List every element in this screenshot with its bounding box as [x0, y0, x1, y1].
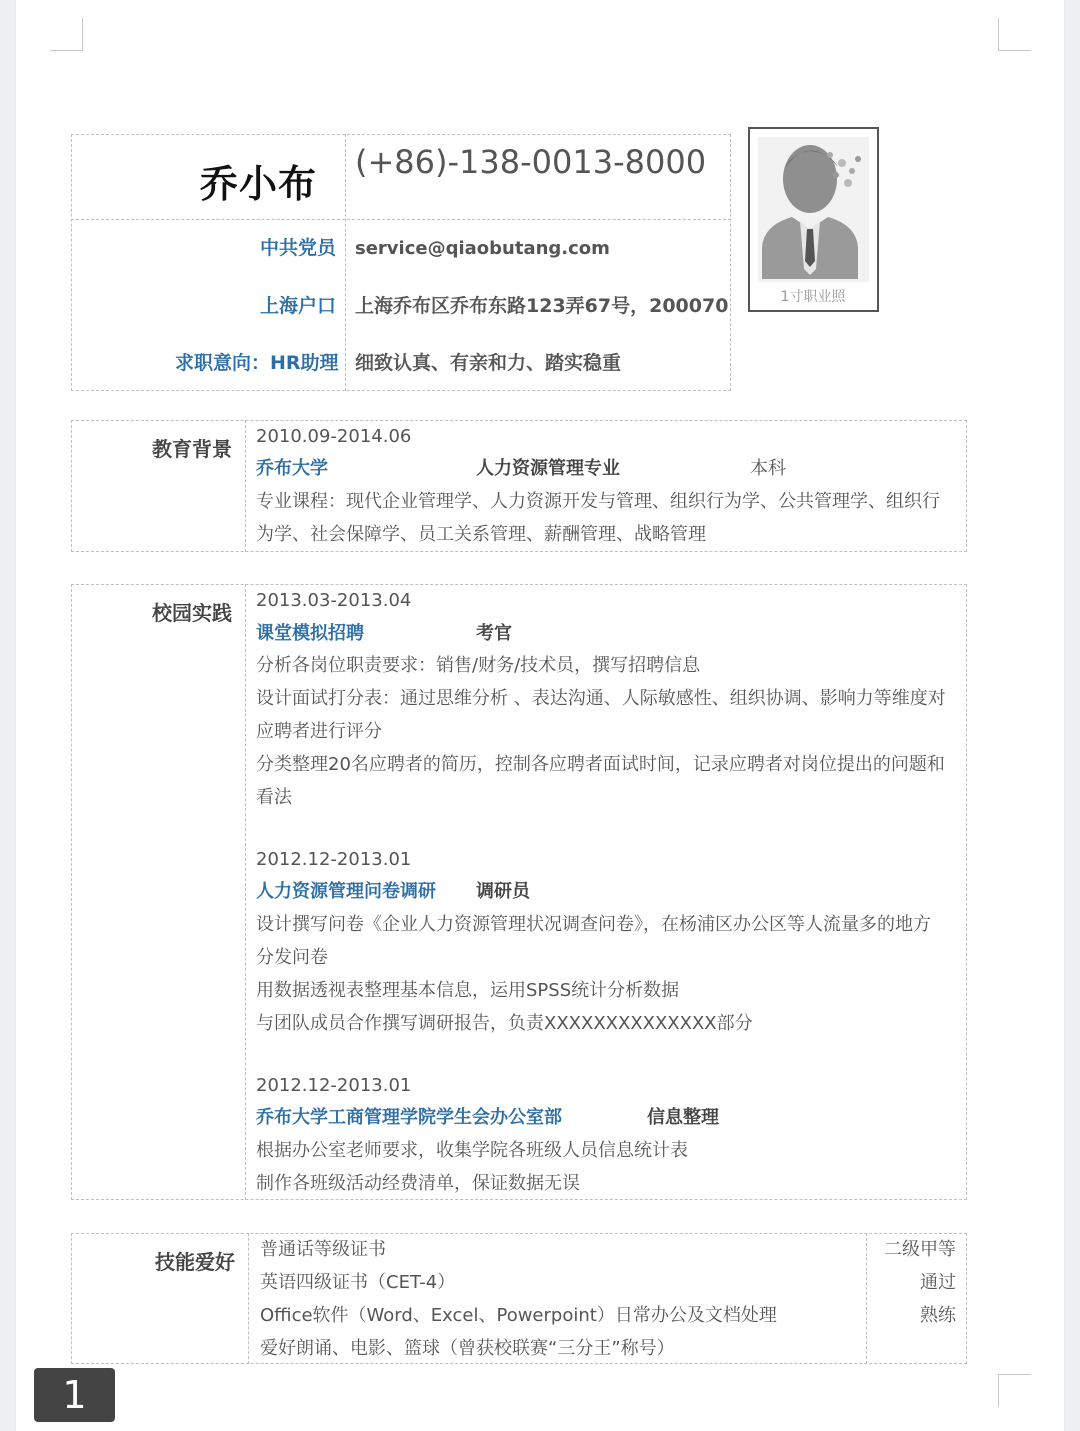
practice-period: 2013.03-2013.04 — [256, 590, 412, 611]
personal-traits: 细致认真、有亲和力、踏实稳重 — [355, 352, 622, 374]
practice-detail: 设计面试打分表：通过思维分析 、表达沟通、人际敏感性、组织协调、影响力等维度对 — [256, 688, 946, 709]
skill-item: Office软件（Word、Excel、Powerpoint）日常办公及文档处理 — [260, 1305, 777, 1326]
job-intention: 求职意向：HR助理 — [175, 352, 339, 374]
politics-status: 中共党员 — [260, 237, 337, 259]
address: 上海乔布区乔布东路123弄67号，200070 — [355, 295, 729, 317]
skill-item: 英语四级证书（CET-4） — [260, 1272, 456, 1293]
section-divider — [245, 584, 246, 1200]
education-major: 人力资源管理专业 — [476, 458, 620, 479]
practice-detail: 分析各岗位职责要求：销售/财务/技术员，撰写招聘信息 — [256, 655, 701, 676]
photo-caption: 1寸职业照 — [780, 289, 846, 305]
photo-placeholder — [748, 127, 879, 312]
section-divider — [245, 420, 246, 552]
practice-detail: 分类整理20名应聘者的简历，控制各应聘者面试时间，记录应聘者对岗位提出的问题和 — [256, 754, 945, 775]
practice-detail: 分发问卷 — [256, 947, 328, 968]
phone-number: (+86)-138-0013-8000 — [355, 143, 707, 181]
page-corner-mark — [998, 18, 1031, 51]
header-divider — [71, 219, 731, 220]
education-period: 2010.09-2014.06 — [256, 426, 412, 447]
campus-label: 校园实践 — [152, 601, 232, 625]
practice-period: 2012.12-2013.01 — [256, 849, 412, 870]
practice-detail: 与团队成员合作撰写调研报告，负责XXXXXXXXXXXXXX部分 — [256, 1013, 753, 1034]
page-number-badge[interactable]: 1 — [34, 1368, 115, 1422]
person-silhouette-icon — [750, 129, 877, 310]
education-school: 乔布大学 — [256, 458, 328, 479]
education-label: 教育背景 — [152, 437, 232, 461]
practice-title: 人力资源管理问卷调研 — [256, 881, 436, 902]
practice-period: 2012.12-2013.01 — [256, 1075, 412, 1096]
practice-detail: 应聘者进行评分 — [256, 721, 382, 742]
header-divider — [345, 134, 346, 391]
practice-detail: 制作各班级活动经费清单，保证数据无误 — [256, 1173, 580, 1194]
email: service@qiaobutang.com — [355, 238, 610, 259]
education-courses: 专业课程：现代企业管理学、人力资源开发与管理、组织行为学、公共管理学、组织行 — [256, 491, 940, 512]
skill-level: 二级甲等 — [884, 1239, 956, 1260]
skills-label: 技能爱好 — [155, 1250, 235, 1274]
practice-detail: 用数据透视表整理基本信息，运用SPSS统计分析数据 — [256, 980, 680, 1001]
practice-role: 调研员 — [476, 881, 530, 902]
skill-level: 熟练 — [920, 1305, 956, 1326]
practice-title: 课堂模拟招聘 — [256, 623, 364, 644]
skill-item: 爱好朗诵、电影、篮球（曾获校联赛“三分王”称号） — [260, 1338, 675, 1359]
education-degree: 本科 — [750, 458, 786, 479]
page-corner-mark — [50, 18, 83, 51]
page-corner-mark — [998, 1374, 1031, 1407]
practice-detail: 看法 — [256, 787, 292, 808]
practice-detail: 设计撰写问卷《企业人力资源管理状况调查问卷》，在杨浦区办公区等人流量多的地方 — [256, 914, 931, 935]
practice-role: 考官 — [476, 623, 512, 644]
hukou: 上海户口 — [260, 295, 337, 317]
section-divider — [866, 1233, 867, 1364]
education-courses: 为学、社会保障学、员工关系管理、薪酬管理、战略管理 — [256, 524, 706, 545]
section-divider — [248, 1233, 249, 1364]
candidate-name: 乔小布 — [200, 162, 318, 206]
practice-role: 信息整理 — [647, 1107, 719, 1128]
skill-item: 普通话等级证书 — [260, 1239, 386, 1260]
practice-detail: 根据办公室老师要求，收集学院各班级人员信息统计表 — [256, 1140, 688, 1161]
practice-title: 乔布大学工商管理学院学生会办公室部 — [256, 1107, 562, 1128]
skill-level: 通过 — [920, 1272, 956, 1293]
